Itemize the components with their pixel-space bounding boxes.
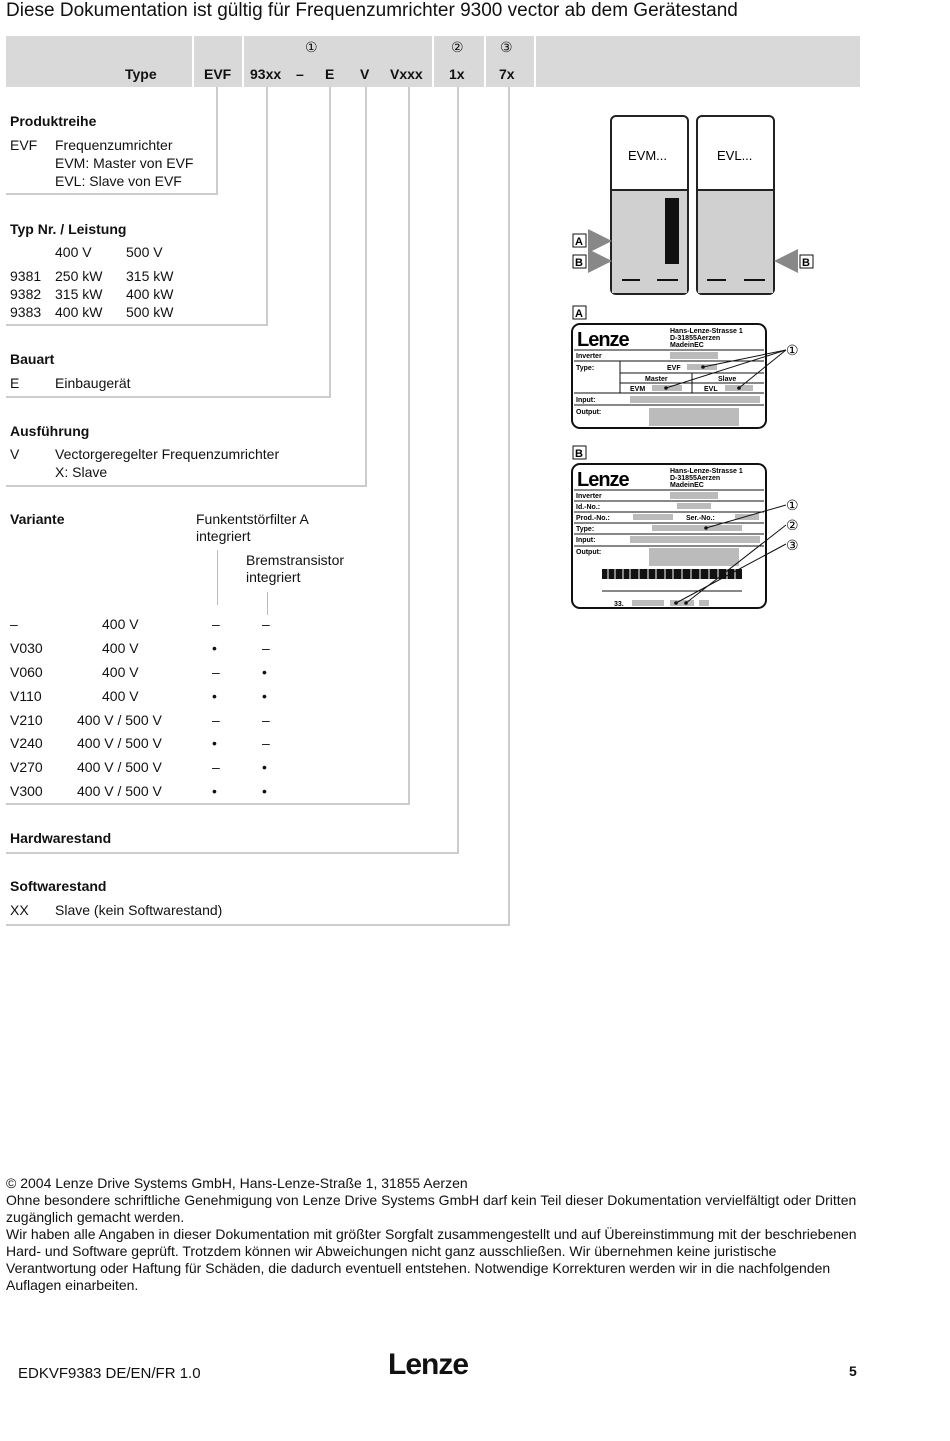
plate-b-type: Type: (576, 526, 595, 533)
plate-address: D-31855Aerzen (670, 335, 721, 342)
variante-code: – (10, 616, 18, 632)
produktreihe-code: EVF (10, 137, 38, 153)
plate-a-brand: Lenze (577, 329, 629, 351)
plate-a-evl: EVL (704, 386, 718, 393)
variante-filter: – (212, 616, 220, 632)
typ-nr-power-500: 315 kW (126, 268, 174, 284)
type-cell-1x: 1x (449, 66, 465, 82)
plate-b-output: Output: (576, 549, 602, 556)
variante-voltage: 400 V (102, 640, 139, 656)
typ-nr-power-500: 500 kW (126, 304, 174, 320)
page-number: 5 (849, 1363, 857, 1379)
variante-voltage: 400 V (102, 688, 139, 704)
marker-2: ② (451, 39, 464, 55)
variante-code: V210 (10, 712, 43, 728)
copyright-line: © 2004 Lenze Drive Systems GmbH, Hans-Lenze-Straße 1, 31855 Aerzen (6, 1175, 468, 1191)
variante-voltage: 400 V / 500 V (77, 759, 162, 775)
type-cell-dash: – (296, 66, 304, 82)
variante-code: V240 (10, 735, 43, 751)
evm-unit (611, 116, 688, 294)
typ-nr-type: 9381 (10, 268, 42, 284)
label-a: A (575, 236, 583, 248)
type-label: Type (125, 66, 157, 82)
plate-b-id: Id.-No.: (576, 504, 601, 511)
plate-a-output: Output: (576, 409, 602, 416)
plate-b-label: B (575, 448, 583, 460)
variante-brake: • (262, 664, 267, 680)
produktreihe-line: EVL: Slave von EVF (55, 173, 182, 189)
marker-1: ① (305, 39, 318, 55)
legal-paragraph: Wir haben alle Angaben in dieser Dokumentation mit größter Sorgfalt zusammengestellt und auf Übereinstimmung mit der beschriebenen Hard- und Software geprüft. Trotzdem können wir Abweichungen nicht ganz ausschließen. Wir übernehmen keine juristische Verantwortung oder Haftung für Schäden, die dadurch eventuell entstehen. Notwendige Korrekturen werden wir in die nachfolgenden Auflagen einarbeiten. (6, 1226, 857, 1293)
hardwarestand-heading: Hardwarestand (10, 830, 112, 846)
plate-b-inverter: Inverter (576, 493, 602, 500)
callout-1-b: ① (786, 497, 799, 513)
ausfuehrung-code: V (10, 446, 20, 462)
typ-nr-heading: Typ Nr. / Leistung (10, 221, 127, 237)
typ-nr-power-500: 400 kW (126, 286, 174, 302)
plate-a-evf: EVF (667, 365, 681, 372)
bauart-code: E (10, 375, 20, 391)
typ-nr-power-400: 400 kW (55, 304, 103, 320)
plate-a-slave: Slave (718, 376, 737, 383)
variante-voltage: 400 V / 500 V (77, 783, 162, 799)
type-cell-e: E (325, 66, 335, 82)
variante-filter-header: integriert (196, 528, 251, 544)
variante-voltage: 400 V / 500 V (77, 735, 162, 751)
nameplate-a (572, 324, 786, 428)
legal-paragraph: Ohne besondere schriftliche Genehmigung von Lenze Drive Systems GmbH darf kein Teil dieser Dokumentation vervielfältigt oder Dritten zugänglich gemacht werden. (6, 1192, 857, 1225)
type-cell-93xx: 93xx (250, 66, 282, 82)
softwarestand-code: XX (10, 902, 29, 918)
variante-heading: Variante (10, 511, 65, 527)
label-b-right: B (802, 257, 810, 269)
variante-filter: – (212, 759, 220, 775)
typ-nr-type: 9383 (10, 304, 42, 320)
variante-brake: • (262, 783, 267, 799)
variante-filter: – (212, 664, 220, 680)
page-title: Diese Dokumentation ist gültig für Frequenzumrichter 9300 vector ab dem Gerätestand (6, 0, 738, 21)
typ-nr-col-500v: 500 V (126, 244, 163, 260)
plate-a-type: Type: (576, 365, 595, 372)
plate-b-barcode-prefix: 33. (614, 601, 624, 608)
plate-a-input: Input: (576, 397, 596, 404)
variante-brake: • (262, 688, 267, 704)
variante-voltage: 400 V (102, 616, 139, 632)
variante-brake: – (262, 735, 270, 751)
plate-a-label: A (575, 308, 583, 320)
type-cell-evf: EVF (204, 66, 232, 82)
plate-b-ser: Ser.-No.: (686, 515, 715, 522)
bauart-heading: Bauart (10, 351, 55, 367)
ausfuehrung-heading: Ausführung (10, 423, 90, 439)
variante-filter: • (212, 640, 217, 656)
callout-3-b: ③ (786, 537, 799, 553)
produktreihe-line: EVM: Master von EVF (55, 155, 194, 171)
plate-b-brand: Lenze (577, 469, 629, 491)
callout-2-b: ② (786, 517, 799, 533)
variante-filter: – (212, 712, 220, 728)
variante-code: V300 (10, 783, 43, 799)
label-b: B (575, 257, 583, 269)
plate-address: Hans-Lenze-Strasse 1 (670, 328, 743, 335)
type-cell-7x: 7x (499, 66, 515, 82)
marker-3: ③ (500, 39, 513, 55)
variante-brake: – (262, 712, 270, 728)
plate-b-prod: Prod.-No.: (576, 515, 610, 522)
softwarestand-text: Slave (kein Softwarestand) (55, 902, 223, 918)
plate-address: D-31855Aerzen (670, 475, 721, 482)
variante-brake: – (262, 616, 270, 632)
unit-left-label: EVM... (628, 148, 668, 163)
variante-code: V270 (10, 759, 43, 775)
evl-unit (697, 116, 774, 294)
plate-address: Hans-Lenze-Strasse 1 (670, 468, 743, 475)
typ-nr-power-400: 315 kW (55, 286, 103, 302)
variante-voltage: 400 V / 500 V (77, 712, 162, 728)
legal-notice (6, 1175, 866, 1294)
variante-voltage: 400 V (102, 664, 139, 680)
plate-a-evm: EVM (630, 386, 646, 393)
variante-brake-header: Bremstransistor (246, 552, 345, 568)
typ-nr-col-400v: 400 V (55, 244, 92, 260)
ausfuehrung-line2: X: Slave (55, 464, 108, 480)
plate-address: MadeinEC (670, 342, 704, 349)
unit-right-label: EVL... (717, 148, 753, 163)
lenze-logo: Lenze (388, 1348, 469, 1381)
plate-address: MadeinEC (670, 482, 704, 489)
device-nameplate-figure (560, 110, 820, 615)
plate-a-master: Master (645, 376, 668, 383)
variante-brake: – (262, 640, 270, 656)
plate-b-input: Input: (576, 537, 596, 544)
typ-nr-power-400: 250 kW (55, 268, 103, 284)
variante-code: V030 (10, 640, 43, 656)
typ-nr-type: 9382 (10, 286, 42, 302)
variante-code: V060 (10, 664, 43, 680)
variante-filter: • (212, 735, 217, 751)
ausfuehrung-line1: Vectorgeregelter Frequenzumrichter (55, 446, 280, 462)
softwarestand-heading: Softwarestand (10, 878, 107, 894)
type-cell-vxxx: Vxxx (390, 66, 423, 82)
produktreihe-heading: Produktreihe (10, 113, 97, 129)
plate-a-inverter: Inverter (576, 353, 602, 360)
variante-brake-header: integriert (246, 569, 301, 585)
bauart-text: Einbaugerät (55, 375, 131, 391)
variante-code: V110 (10, 688, 42, 704)
type-code-header (6, 36, 860, 87)
variante-filter-header: Funkentstörfilter A (196, 511, 309, 527)
produktreihe-line: Frequenzumrichter (55, 137, 173, 153)
type-cell-v: V (360, 66, 370, 82)
variante-filter: • (212, 688, 217, 704)
variante-brake: • (262, 759, 267, 775)
nameplate-b (572, 464, 786, 608)
variante-filter: • (212, 783, 217, 799)
callout-1-a: ① (786, 342, 799, 358)
document-id: EDKVF9383 DE/EN/FR 1.0 (18, 1365, 201, 1382)
